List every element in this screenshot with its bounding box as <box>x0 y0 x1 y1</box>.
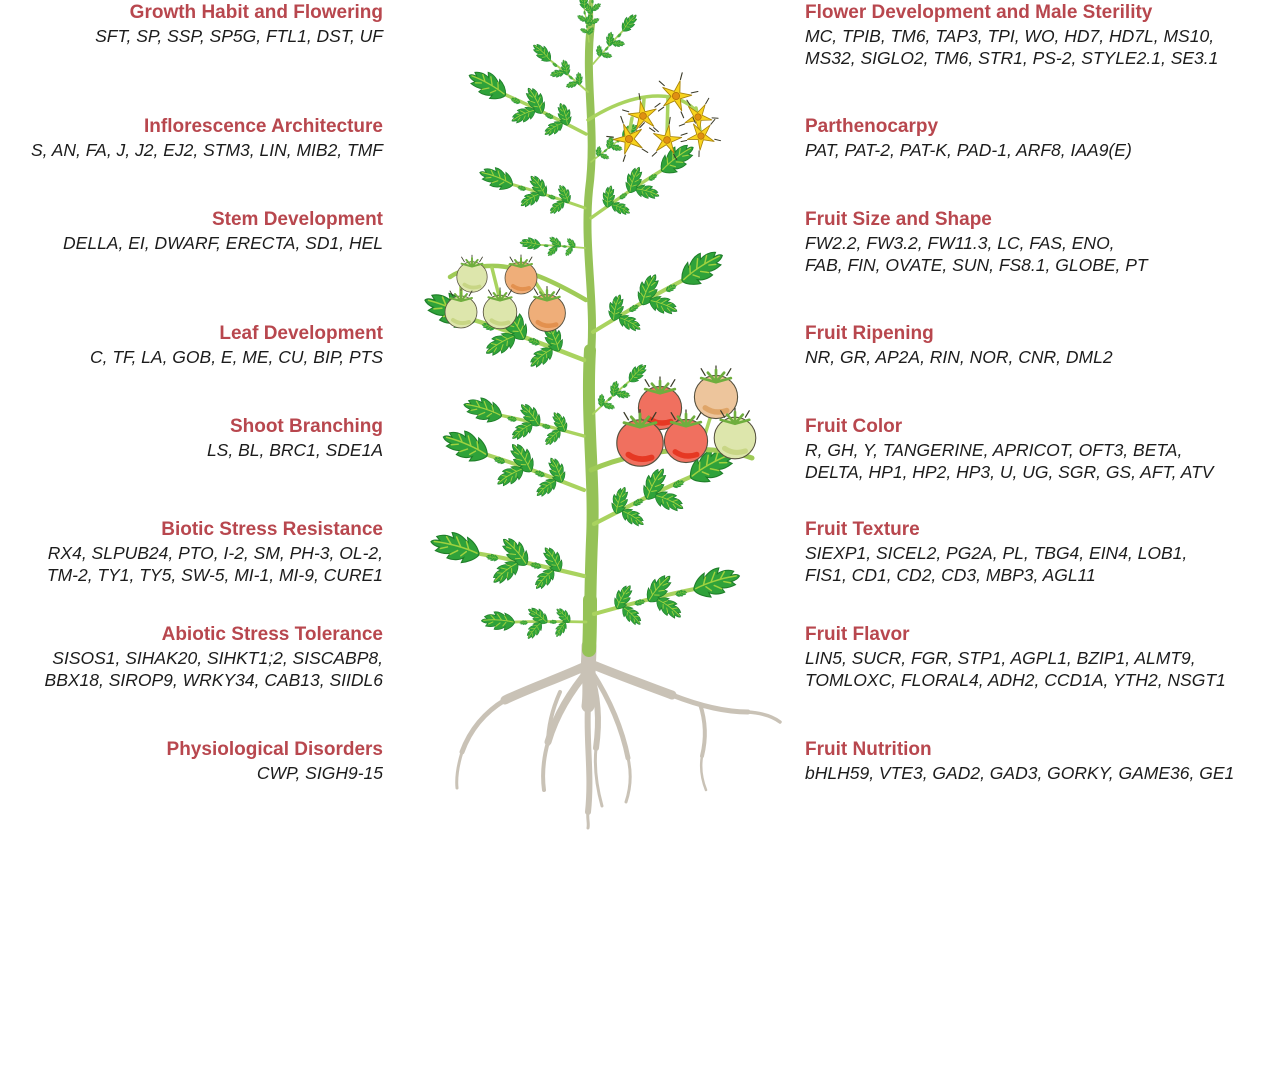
gene-list-line: SIEXP1, SICEL2, PG2A, PL, TBG4, EIN4, LOB1, <box>805 543 1188 563</box>
tomato-plant-illustration <box>390 0 810 830</box>
category-physiological-disorders <box>0 737 383 784</box>
category-title: Biotic Stress Resistance <box>161 519 383 540</box>
gene-list-line: DELLA, EI, DWARF, ERECTA, SD1, HEL <box>63 233 383 253</box>
category-title: Growth Habit and Flowering <box>129 2 383 23</box>
gene-list-line: RX4, SLPUB24, PTO, I-2, SM, PH-3, OL-2, <box>47 543 383 563</box>
category-title: Shoot Branching <box>229 416 383 437</box>
category-biotic-stress-resistance <box>0 517 383 586</box>
category-fruit-texture <box>805 517 1267 586</box>
category-fruit-flavor <box>805 622 1267 691</box>
category-title: Leaf Development <box>219 323 383 344</box>
gene-list-line: FAB, FIN, OVATE, SUN, FS8.1, GLOBE, PT <box>805 255 1148 275</box>
category-title: Physiological Disorders <box>166 739 383 760</box>
category-title: Fruit Ripening <box>805 323 934 344</box>
gene-list-line: MS32, SIGLO2, TM6, STR1, PS-2, STYLE2.1, SE3.1 <box>805 48 1219 68</box>
category-title: Stem Development <box>211 209 383 230</box>
gene-list-line: DELTA, HP1, HP2, HP3, U, UG, SGR, GS, AFT, ATV <box>805 462 1214 482</box>
gene-list-line: LS, BL, BRC1, SDE1A <box>206 440 383 460</box>
category-stem-development <box>0 207 383 254</box>
category-growth-habit-and-flowering <box>0 0 383 47</box>
gene-list-line: FW2.2, FW3.2, FW11.3, LC, FAS, ENO, <box>805 233 1115 253</box>
gene-list-line: bHLH59, VTE3, GAD2, GAD3, GORKY, GAME36, GE1 <box>805 763 1235 783</box>
gene-list-line: R, GH, Y, TANGERINE, APRICOT, OFT3, BETA, <box>805 440 1183 460</box>
plant-stem <box>587 2 592 650</box>
gene-list-line: FIS1, CD1, CD2, CD3, MBP3, AGL11 <box>805 565 1096 585</box>
category-title: Fruit Nutrition <box>805 739 932 760</box>
category-inflorescence-architecture <box>0 114 383 161</box>
gene-list-line: S, AN, FA, J, J2, EJ2, STM3, LIN, MIB2, TMF <box>30 140 383 160</box>
gene-list-line: CWP, SIGH9-15 <box>256 763 383 783</box>
gene-list-line: BBX18, SIROP9, WRKY34, CAB13, SIIDL6 <box>44 670 383 690</box>
category-title: Fruit Texture <box>805 519 920 540</box>
category-leaf-development <box>0 321 383 368</box>
gene-list-line: PAT, PAT-2, PAT-K, PAD-1, ARF8, IAA9(E) <box>805 140 1132 160</box>
category-parthenocarpy <box>805 114 1267 161</box>
category-title: Parthenocarpy <box>805 116 939 137</box>
category-fruit-color <box>805 414 1267 483</box>
category-fruit-size-and-shape <box>805 207 1267 276</box>
category-abiotic-stress-tolerance <box>0 622 383 691</box>
category-fruit-nutrition <box>805 737 1267 784</box>
category-flower-development-male-sterility <box>805 0 1267 69</box>
gene-list-line: C, TF, LA, GOB, E, ME, CU, BIP, PTS <box>89 347 383 367</box>
category-fruit-ripening <box>805 321 1267 368</box>
gene-list-line: TOMLOXC, FLORAL4, ADH2, CCD1A, YTH2, NSGT1 <box>805 670 1226 690</box>
gene-list-line: TM-2, TY1, TY5, SW-5, MI-1, MI-9, CURE1 <box>46 565 383 585</box>
gene-list-line: NR, GR, AP2A, RIN, NOR, CNR, DML2 <box>805 347 1113 367</box>
gene-list-line: SFT, SP, SSP, SP5G, FTL1, DST, UF <box>95 26 383 46</box>
gene-list-line: SISOS1, SIHAK20, SIHKT1;2, SISCABP8, <box>52 648 383 668</box>
yellow-flower-cluster <box>588 68 729 164</box>
category-title: Abiotic Stress Tolerance <box>161 624 383 645</box>
category-title: Fruit Size and Shape <box>805 209 992 230</box>
gene-list-line: MC, TPIB, TM6, TAP3, TPI, WO, HD7, HD7L, MS10, <box>805 26 1215 46</box>
category-title: Inflorescence Architecture <box>144 116 383 137</box>
category-title: Flower Development and Male Sterility <box>805 2 1153 23</box>
plant-roots <box>457 646 780 828</box>
category-title: Fruit Flavor <box>805 624 910 645</box>
category-shoot-branching <box>0 414 383 461</box>
category-title: Fruit Color <box>805 416 903 437</box>
gene-list-line: LIN5, SUCR, FGR, STP1, AGPL1, BZIP1, ALMT9, <box>805 648 1196 668</box>
